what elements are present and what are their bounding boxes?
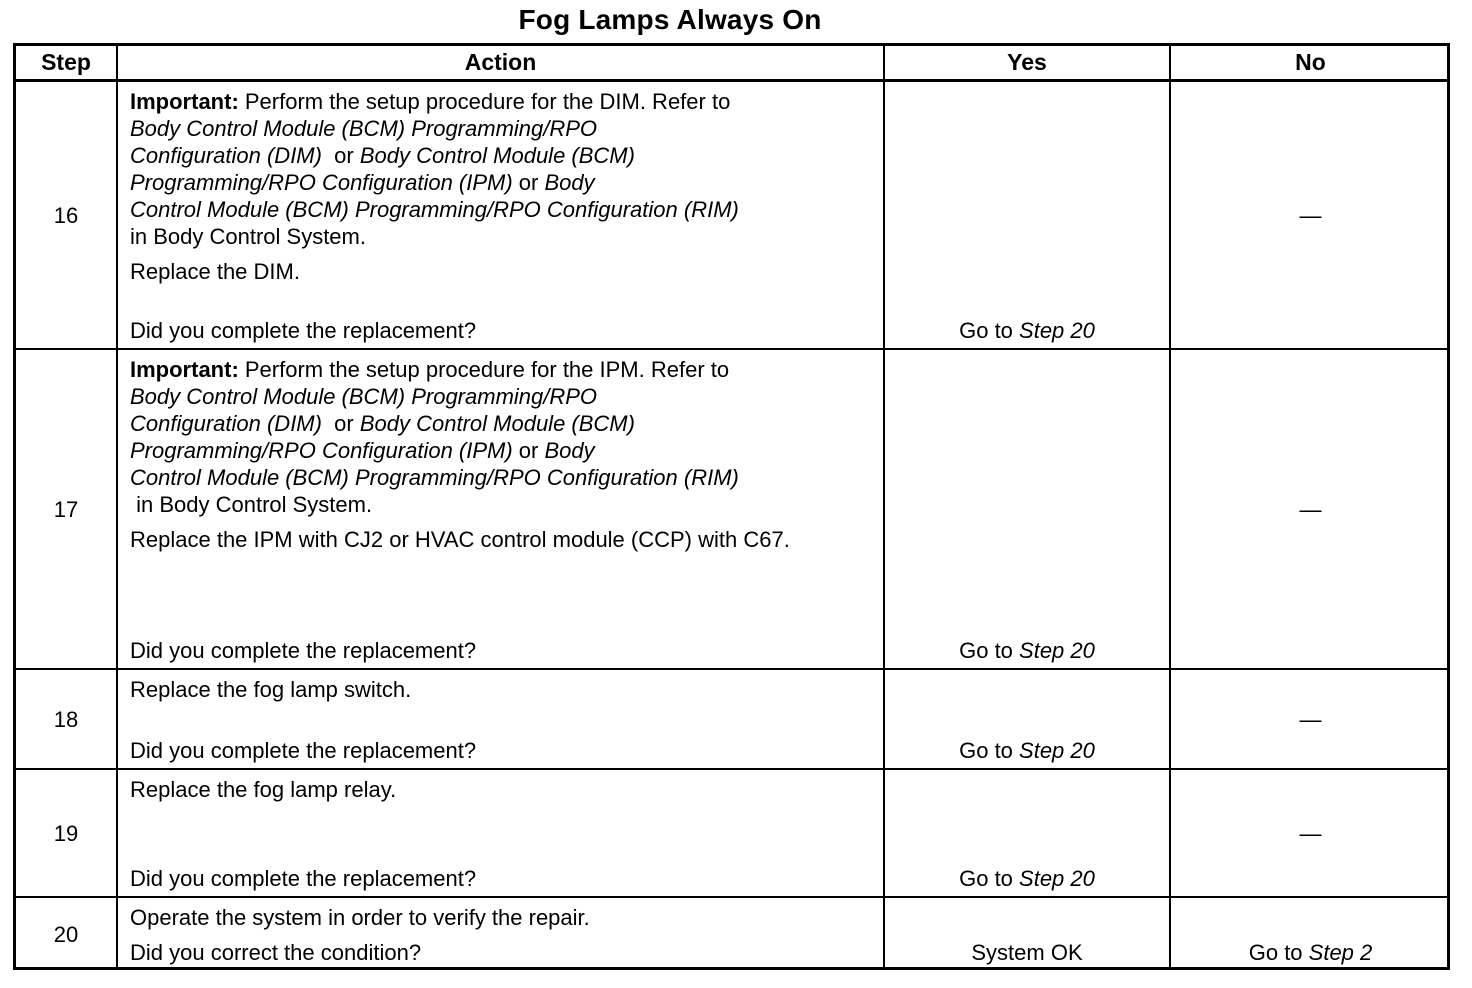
question-text: Did you complete the replacement? [130, 318, 477, 343]
step-reference: Step 20 [1019, 738, 1095, 763]
step-reference: Step 20 [1019, 866, 1095, 891]
reference-link: Body Control Module (BCM) Programming/RPO [130, 116, 598, 141]
yes-cell: Go to Step 20 [885, 350, 1171, 670]
header-yes: Yes [885, 46, 1171, 82]
yes-cell: System OK [885, 898, 1171, 970]
instruction-text: Replace the IPM with CJ2 or HVAC control module (CCP) with C67. [130, 527, 790, 552]
instruction-text: Replace the fog lamp switch. [130, 677, 412, 702]
action-cell: Important: Perform the setup procedure for the DIM. Refer to Body Control Module (BCM) Programming/RPO Configuration (DIM) or Body Control Module (BCM) Programming/RPO Configuration (IPM) or Body Control Module (BCM) Programming/RPO Configuration (RIM) in Body Control System. Replace the DIM. Did you complete the replacement? [118, 82, 885, 350]
important-note: Important: Perform the setup procedure for the IPM. Refer to [130, 357, 730, 382]
step-number: 19 [16, 770, 118, 898]
no-cell: — [1171, 670, 1450, 770]
diagnostic-table [13, 43, 1450, 970]
important-note: Important: Perform the setup procedure for the DIM. Refer to [130, 89, 731, 114]
page-title: Fog Lamps Always On [518, 4, 822, 35]
important-label: Important: [130, 89, 239, 114]
step-reference: Step 2 [1308, 940, 1373, 965]
yes-cell: Go to Step 20 [885, 670, 1171, 770]
no-cell: Go to Step 2 [1248, 940, 1373, 965]
action-cell [118, 670, 885, 770]
reference-link: Programming/RPO Configuration (IPM) [130, 170, 513, 195]
instruction-text: Replace the DIM. [130, 259, 300, 284]
reference-link: Body Control Module (BCM) [359, 411, 635, 436]
reference-link: Programming/RPO Configuration (IPM) [130, 438, 513, 463]
question-text: Did you complete the replacement? [130, 638, 477, 663]
question-text: Did you complete the replacement? [130, 866, 477, 891]
reference-link: Configuration (DIM) [130, 143, 322, 168]
header-action: Action [118, 46, 885, 82]
no-cell: — [1171, 350, 1450, 670]
header-step: Step [16, 46, 118, 82]
reference-link: Configuration (DIM) [130, 411, 322, 436]
instruction-text: Operate the system in order to verify the repair. [130, 905, 590, 930]
reference-link: Body [544, 170, 595, 195]
yes-cell: Go to Step 20 [885, 82, 1171, 350]
question-text: Did you correct the condition? [130, 940, 422, 965]
header-no: No [1171, 46, 1450, 82]
reference-link: Body [544, 438, 595, 463]
reference-link: Body Control Module (BCM) Programming/RPO [130, 384, 598, 409]
action-cell: Important: Perform the setup procedure for the IPM. Refer to Body Control Module (BCM) Programming/RPO Configuration (DIM) or Body Control Module (BCM) Programming/RPO Configuration (IPM) or Body Control Module (BCM) Programming/RPO Configuration (RIM) in Body Control System. Replace the IPM with CJ2 or HVAC control module (CCP) with C67. Did you complete the replacement? [118, 350, 885, 670]
no-cell: — [1171, 82, 1450, 350]
reference-link: Control Module (BCM) Programming/RPO Configuration (RIM) [130, 197, 739, 222]
question-text: Did you complete the replacement? [130, 738, 477, 763]
action-cell [118, 770, 885, 898]
step-reference: Step 20 [1019, 638, 1095, 663]
no-cell: — [1171, 770, 1450, 898]
step-number: 16 [16, 82, 118, 350]
step-number: 17 [16, 350, 118, 670]
step-reference: Step 20 [1019, 318, 1095, 343]
step-number: 20 [16, 898, 118, 970]
important-label: Important: [130, 357, 239, 382]
action-cell [118, 898, 885, 970]
yes-cell: Go to Step 20 [885, 770, 1171, 898]
reference-link: Body Control Module (BCM) [359, 143, 635, 168]
instruction-text: Replace the fog lamp relay. [130, 777, 397, 802]
reference-link: Control Module (BCM) Programming/RPO Configuration (RIM) [130, 465, 739, 490]
step-number: 18 [16, 670, 118, 770]
